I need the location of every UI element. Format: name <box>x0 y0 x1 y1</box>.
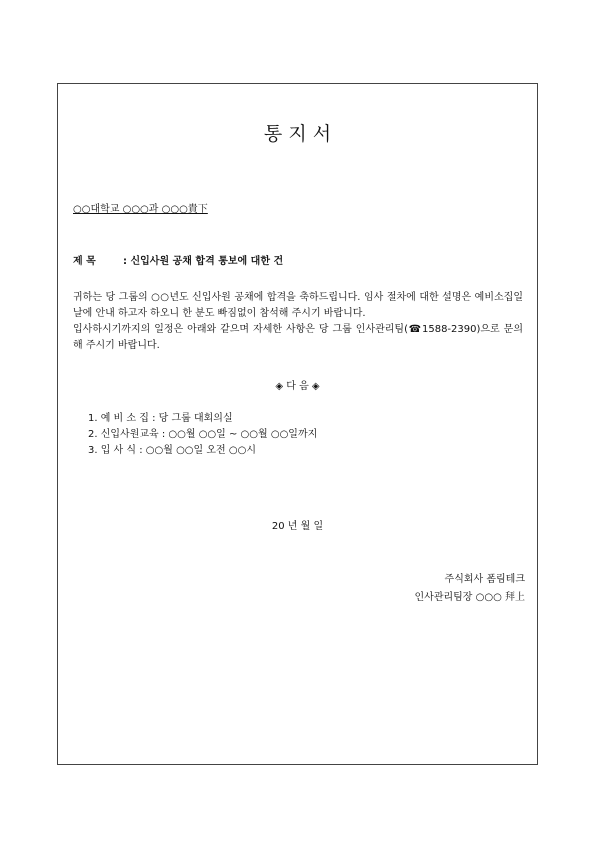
body-paragraph-2: 입사하시기까지의 일정은 아래와 같으며 자세한 사항은 당 그룹 인사관리팀(☎1588-2390)으로 문의해 주시기 바랍니다. <box>73 324 523 351</box>
schedule-item-value: : ○○월 ○○일 ~ ○○월 ○○일까지 <box>158 429 318 440</box>
company-name: 주식회사 폼림테크 <box>444 574 525 585</box>
schedule-item <box>88 427 317 443</box>
schedule-list <box>88 411 317 459</box>
schedule-item-value: : 당 그룹 대회의실 <box>148 413 233 424</box>
section-heading: ◈ 다 음 ◈ <box>275 381 320 392</box>
signer-line: 인사관리팀장 ○○○ 拜上 <box>414 592 525 603</box>
document-date: 20 년 월 일 <box>271 521 324 532</box>
document-title: 통 지 서 <box>263 123 332 145</box>
schedule-item <box>88 443 317 459</box>
recipient-line: ○○대학교 ○○○과 ○○○貴下 <box>73 204 208 215</box>
subject-label: 제 목 <box>73 256 96 267</box>
schedule-item <box>88 411 317 427</box>
body-text <box>73 290 523 354</box>
subject-line <box>73 252 283 267</box>
body-paragraph-1: 귀하는 당 그룹의 ○○년도 신입사원 공채에 합격을 축하드립니다. 임사 절차에 대한 설명은 예비소집일 날에 안내 하고자 하오니 한 분도 빠짐없이 참석해 주시기 바랍니다. <box>73 292 523 319</box>
schedule-item-label: 1. 예 비 소 집 <box>88 413 149 424</box>
subject-text: : 신입사원 공채 합격 통보에 대한 건 <box>123 256 284 267</box>
schedule-item-label: 2. 신입사원교육 <box>88 429 159 440</box>
schedule-item-label: 3. 입 사 식 <box>88 445 137 456</box>
schedule-item-value: : ○○월 ○○일 오전 ○○시 <box>136 445 256 456</box>
